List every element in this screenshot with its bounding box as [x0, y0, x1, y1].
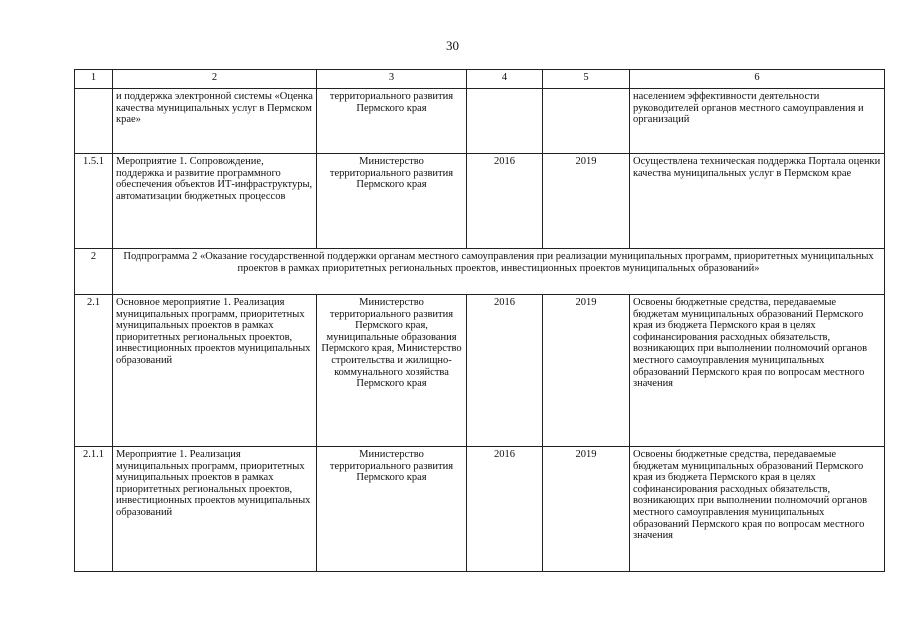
end-year-cell: 2019	[543, 295, 630, 447]
row-number-cell	[75, 89, 113, 154]
table-header-row	[75, 70, 885, 89]
column-header: 2	[113, 70, 317, 89]
event-cell: Мероприятие 1. Реализация муниципальных программ, приоритетных муниципальных проектов в рамках приоритетных региональных проектов, инвестиционных проектов муниципальных образований	[113, 447, 317, 572]
subprogram-title-cell: Подпрограмма 2 «Оказание государственной поддержки органам местного самоуправления при реализации муниципальных программ, приоритетных муниципальных проектов в рамках приоритетных региональных проектов, инвестиционных проектов муниципальных образований»	[113, 249, 885, 295]
table-row	[75, 447, 885, 572]
row-number-cell: 2.1	[75, 295, 113, 447]
row-number-cell: 2.1.1	[75, 447, 113, 572]
start-year-cell	[467, 89, 543, 154]
event-cell: Мероприятие 1. Сопровождение, поддержка и развитие программного обеспечения объектов ИТ-инфраструктуры, автоматизации бюджетных процессов	[113, 154, 317, 249]
row-number-cell: 1.5.1	[75, 154, 113, 249]
column-header: 5	[543, 70, 630, 89]
executor-cell: Министерство территориального развития Пермского края	[317, 154, 467, 249]
start-year-cell: 2016	[467, 447, 543, 572]
end-year-cell: 2019	[543, 447, 630, 572]
column-header: 3	[317, 70, 467, 89]
row-number-cell: 2	[75, 249, 113, 295]
page-number: 30	[446, 38, 459, 53]
start-year-cell: 2016	[467, 154, 543, 249]
executor-cell: территориального развития Пермского края	[317, 89, 467, 154]
subprogram-row	[75, 249, 885, 295]
result-cell: Освоены бюджетные средства, передаваемые бюджетам муниципальных образований Пермского края из бюджета Пермского края в целях софинансирования расходных обязательств, возникающих при выполнении полномочий органов местного самоуправления муниципальных образований Пермского края по вопросам местного значения	[630, 447, 885, 572]
end-year-cell: 2019	[543, 154, 630, 249]
table-row	[75, 89, 885, 154]
event-cell: и поддержка электронной системы «Оценка качества муниципальных услуг в Пермском крае»	[113, 89, 317, 154]
table-row	[75, 154, 885, 249]
table-row	[75, 295, 885, 447]
executor-cell: Министерство территориального развития Пермского края, муниципальные образования Пермского края, Министерство строительства и жилищно-коммунального хозяйства Пермского края	[317, 295, 467, 447]
end-year-cell	[543, 89, 630, 154]
result-cell: Осуществлена техническая поддержка Портала оценки качества муниципальных услуг в Пермском крае	[630, 154, 885, 249]
executor-cell: Министерство территориального развития Пермского края	[317, 447, 467, 572]
column-header: 1	[75, 70, 113, 89]
column-header: 6	[630, 70, 885, 89]
start-year-cell: 2016	[467, 295, 543, 447]
result-cell: Освоены бюджетные средства, передаваемые бюджетам муниципальных образований Пермского края из бюджета Пермского края в целях софинансирования расходных обязательств, возникающих при выполнении полномочий органов местного самоуправления муниципальных образований Пермского края по вопросам местного значения	[630, 295, 885, 447]
column-header: 4	[467, 70, 543, 89]
program-table	[74, 69, 885, 572]
event-cell: Основное мероприятие 1. Реализация муниципальных программ, приоритетных муниципальных проектов в рамках приоритетных региональных проектов, инвестиционных проектов муниципальных образований	[113, 295, 317, 447]
result-cell: населением эффективности деятельности руководителей органов местного самоуправления и организаций	[630, 89, 885, 154]
